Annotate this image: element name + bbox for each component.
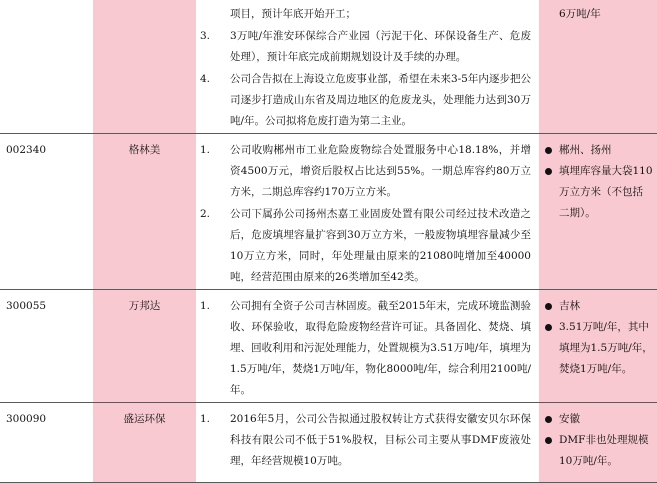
capacity-text: DMF非也处理规模10万吨/年。 bbox=[559, 434, 649, 467]
item-number: 1. bbox=[200, 413, 211, 425]
detail-cell bbox=[196, 290, 539, 403]
table-row bbox=[0, 403, 657, 483]
item-number: 4. bbox=[200, 73, 211, 85]
item-text: 公司合告拟在上海设立危废事业部，希望在未来3-5年内逐步把公司逐步打造成山东省及周边地区的危废龙头，处理能力达到30万吨/年。公司拟将危废打造为第二主业。 bbox=[230, 73, 531, 127]
detail-cell bbox=[196, 0, 539, 134]
table-row bbox=[0, 134, 657, 290]
capacity-cell bbox=[539, 134, 657, 290]
detail-list bbox=[200, 140, 531, 288]
company-name: 万邦达 bbox=[128, 300, 161, 312]
detail-list bbox=[200, 296, 531, 401]
company-name-cell bbox=[93, 134, 196, 290]
capacity-item bbox=[543, 317, 653, 380]
capacity-item bbox=[543, 430, 653, 472]
detail-item bbox=[200, 296, 531, 401]
detail-list bbox=[200, 409, 531, 472]
company-name-cell bbox=[93, 403, 196, 483]
detail-item bbox=[200, 26, 531, 68]
capacity-text: 6万吨/年 bbox=[559, 8, 601, 20]
capacity-item bbox=[543, 4, 653, 25]
item-number: 3. bbox=[200, 30, 211, 42]
detail-list bbox=[200, 4, 531, 132]
capacity-list bbox=[543, 296, 653, 380]
stock-code-text: 002340 bbox=[6, 144, 47, 156]
company-name: 盛运环保 bbox=[123, 413, 166, 425]
bullet-icon bbox=[545, 324, 552, 331]
capacity-text: 3.51万吨/年，其中填埋为1.5万吨/年，焚烧1万吨/年。 bbox=[559, 321, 653, 375]
bullet-icon bbox=[545, 416, 552, 423]
bullet-icon bbox=[545, 147, 552, 154]
detail-item bbox=[200, 4, 531, 25]
company-name-cell bbox=[93, 0, 196, 134]
item-text: 公司拥有全资子公司吉林固废。截至2015年末，完成环境监测验收、环保验收，取得危险废物经营许可证。具备固化、焚烧、填埋、回收利用和污泥处理能力，处置规模为3.51万吨/年，填埋为1.5万吨/年，焚烧1万吨/年，物化8000吨/年，综合利用2100吨/年。 bbox=[230, 300, 531, 396]
capacity-item bbox=[543, 409, 653, 430]
stock-code bbox=[0, 134, 93, 290]
capacity-cell bbox=[539, 290, 657, 403]
bullet-icon bbox=[545, 303, 552, 310]
company-name: 格林美 bbox=[128, 144, 161, 156]
item-number: 1. bbox=[200, 144, 211, 156]
capacity-text: 安徽 bbox=[559, 413, 580, 425]
item-number: 1. bbox=[200, 300, 211, 312]
company-name-cell bbox=[93, 290, 196, 403]
item-text: 2016年5月，公司公告拟通过股权转让方式获得安徽安贝尔环保科技有限公司不低于51%股权，目标公司主要从事DMF废液处理，年经营规模10万吨。 bbox=[230, 413, 531, 467]
stock-code bbox=[0, 403, 93, 483]
capacity-list bbox=[543, 140, 653, 224]
capacity-cell bbox=[539, 403, 657, 483]
capacity-text: 郴州、扬州 bbox=[559, 144, 612, 156]
table-row bbox=[0, 290, 657, 403]
capacity-item bbox=[543, 161, 653, 224]
capacity-item bbox=[543, 140, 653, 161]
stock-code bbox=[0, 0, 93, 134]
detail-item bbox=[200, 140, 531, 203]
capacity-cell bbox=[539, 0, 657, 134]
stock-code-text: 300055 bbox=[6, 300, 47, 312]
capacity-list bbox=[543, 4, 653, 25]
item-text: 3万吨/年淮安环保综合产业园（污泥干化、环保设备生产、危废处理），预计年底完成前期规划设计及手续的办理。 bbox=[230, 30, 531, 63]
capacity-item bbox=[543, 296, 653, 317]
detail-cell bbox=[196, 134, 539, 290]
detail-item bbox=[200, 409, 531, 472]
detail-item bbox=[200, 69, 531, 132]
item-text: 公司下属孙公司扬州杰嘉工业固废处置有限公司经过技术改造之后，危废填埋容量扩容到30万立方米，一般废物填埋容量减少至10万立方米，同时，年处理量由原来的21080吨增加至40000吨，经营范围由原来的26类增加至42类。 bbox=[230, 208, 531, 283]
capacity-text: 填埋库容量大袋110万立方米（不包括二期）。 bbox=[559, 165, 653, 219]
bullet-icon bbox=[545, 168, 552, 175]
capacity-text: 吉林 bbox=[559, 300, 580, 312]
stock-code bbox=[0, 290, 93, 403]
item-text: 公司收购郴州市工业危险废物综合处置服务中心18.18%，并增资4500万元，增资后股权占比达到55%。一期总库容约80万立方米，二期总库容约170万立方米。 bbox=[230, 144, 531, 198]
capacity-list bbox=[543, 409, 653, 472]
item-text: 项目，预计年底开始开工； bbox=[230, 8, 356, 20]
item-number: 2. bbox=[200, 208, 211, 220]
detail-cell bbox=[196, 403, 539, 483]
detail-item bbox=[200, 204, 531, 288]
stock-code-text: 300090 bbox=[6, 413, 47, 425]
table-row bbox=[0, 0, 657, 134]
bullet-icon bbox=[545, 437, 552, 444]
